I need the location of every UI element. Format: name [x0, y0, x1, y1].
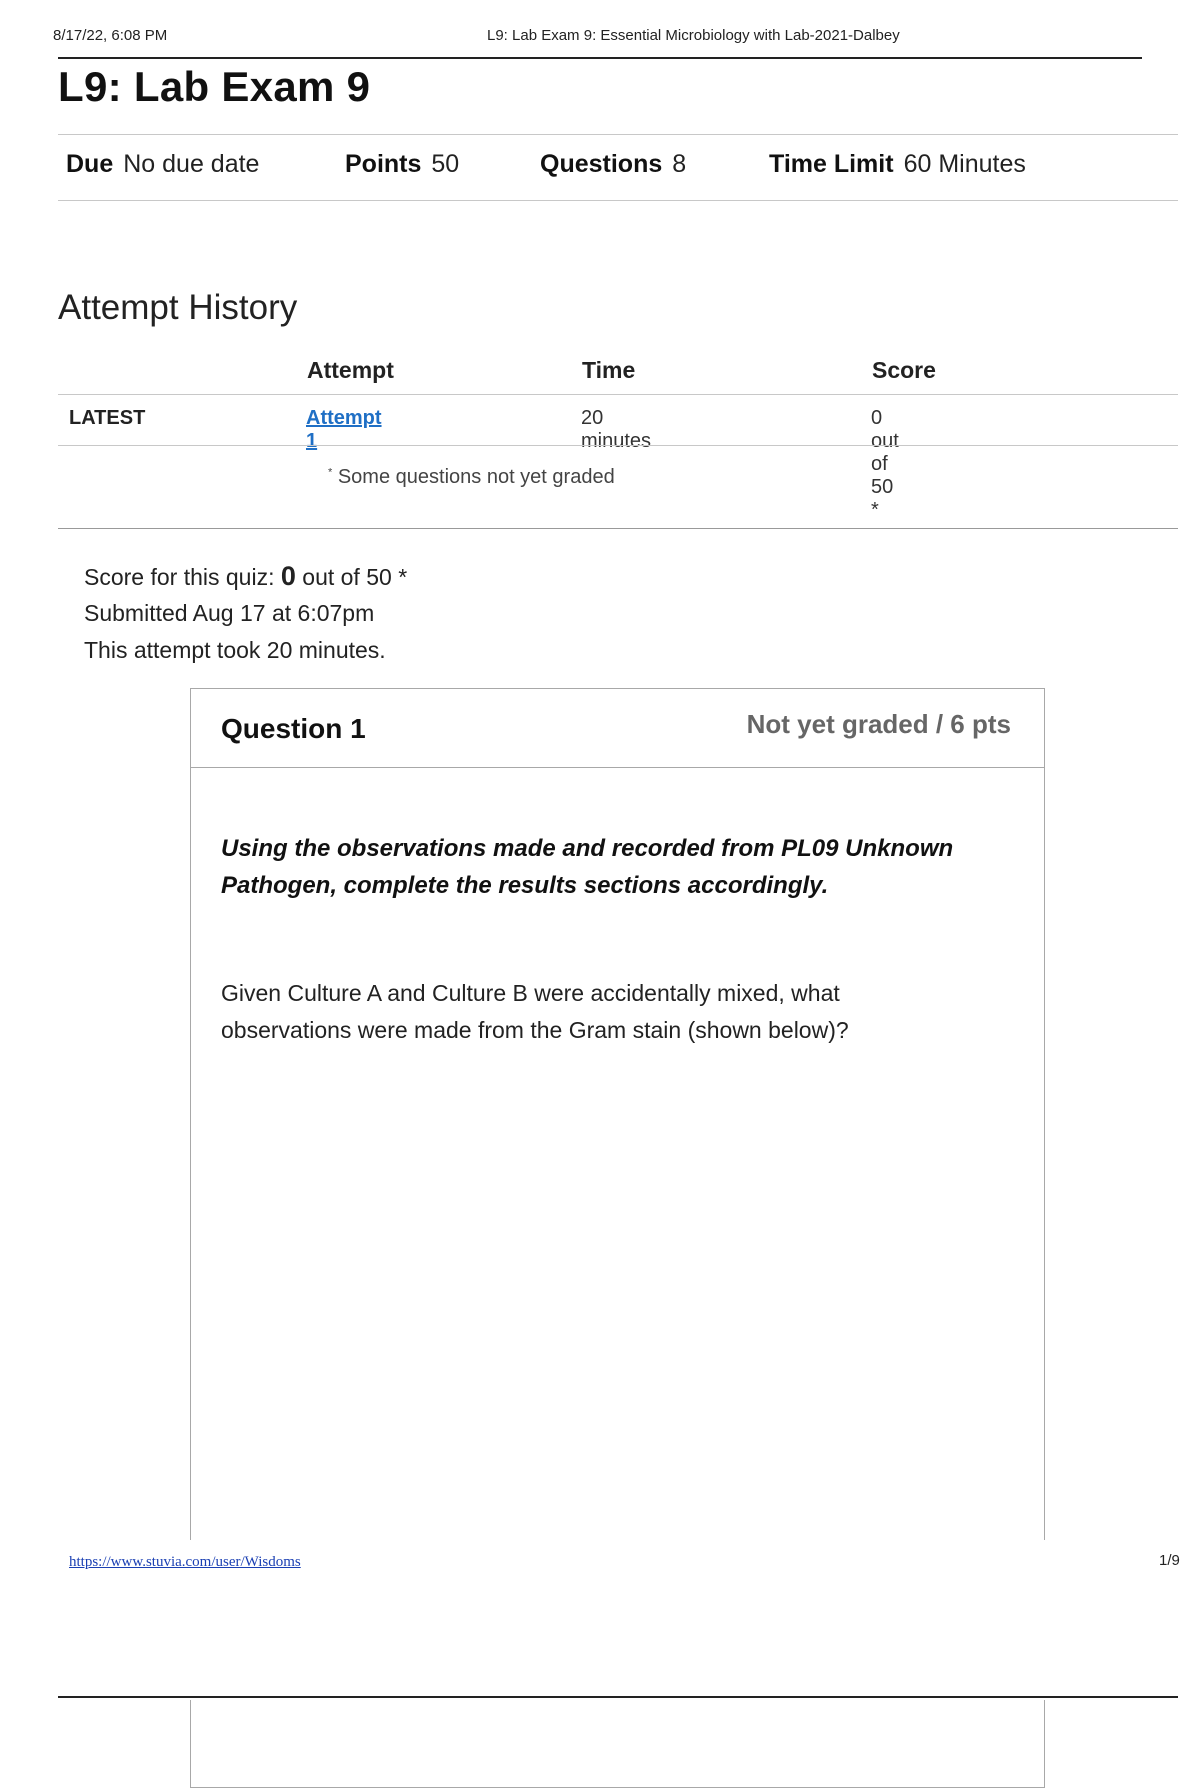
latest-badge: LATEST — [69, 407, 146, 429]
questions-value: 8 — [672, 150, 687, 178]
time-limit-label: Time Limit — [769, 150, 894, 178]
attempt-history-title: Attempt History — [58, 288, 298, 327]
print-datetime: 8/17/22, 6:08 PM — [53, 27, 168, 44]
points-info — [345, 150, 459, 179]
attempt-duration: This attempt took 20 minutes. — [84, 637, 386, 663]
page-footer — [0, 1540, 1200, 1700]
score-suffix: out of 50 * — [302, 564, 408, 590]
page-title: L9: Lab Exam 9 — [58, 63, 371, 110]
time-limit-value: 60 Minutes — [903, 150, 1026, 178]
questions-info — [540, 150, 686, 179]
header-divider — [58, 57, 1142, 59]
print-title: L9: Lab Exam 9: Essential Microbiology with Lab-2021-Dalbey — [487, 27, 900, 44]
submitted-time: Submitted Aug 17 at 6:07pm — [84, 600, 375, 626]
table-row-divider — [58, 445, 1178, 446]
time-limit-info — [769, 150, 1026, 179]
meta-top-divider — [58, 134, 1178, 135]
question-text: Given Culture A and Culture B were accidentally mixed, what observations were made from the Gram stain (shown below)? — [221, 980, 849, 1043]
due-info — [66, 150, 259, 179]
column-header-score: Score — [872, 357, 936, 383]
print-header — [0, 27, 1200, 47]
attempt-1-link[interactable]: Attempt 1 — [306, 407, 382, 452]
footer-url-link[interactable]: https://www.stuvia.com/user/Wisdoms — [69, 1554, 301, 1570]
score-value: 0 — [280, 561, 296, 591]
footnote-text: Some questions not yet graded — [337, 466, 615, 488]
attempt-score: 0 out of 50 * — [871, 407, 899, 521]
meta-bottom-divider — [58, 200, 1178, 201]
question-title: Question 1 — [221, 713, 366, 744]
ungraded-footnote — [328, 466, 615, 489]
column-header-time: Time — [582, 357, 636, 383]
footer-divider — [58, 1696, 1178, 1698]
score-prefix: Score for this quiz: — [84, 564, 275, 590]
page-number: 1/9 — [1159, 1552, 1180, 1569]
questions-label: Questions — [540, 150, 663, 178]
question-points: Not yet graded / 6 pts — [746, 709, 1011, 739]
attempt-time: 20 minutes — [581, 407, 652, 452]
footnote-mark: * — [328, 466, 333, 479]
question-instruction: Using the observations made and recorded from PL09 Unknown Pathogen, complete the results sections accordingly. — [221, 835, 954, 899]
points-label: Points — [345, 150, 422, 178]
due-value: No due date — [123, 150, 260, 178]
points-value: 50 — [431, 150, 460, 178]
question-header — [191, 689, 1044, 768]
history-bottom-divider — [58, 528, 1178, 529]
quiz-score-line — [84, 561, 407, 592]
table-header-divider — [58, 394, 1178, 395]
due-label: Due — [66, 150, 114, 178]
column-header-attempt: Attempt — [307, 357, 394, 383]
